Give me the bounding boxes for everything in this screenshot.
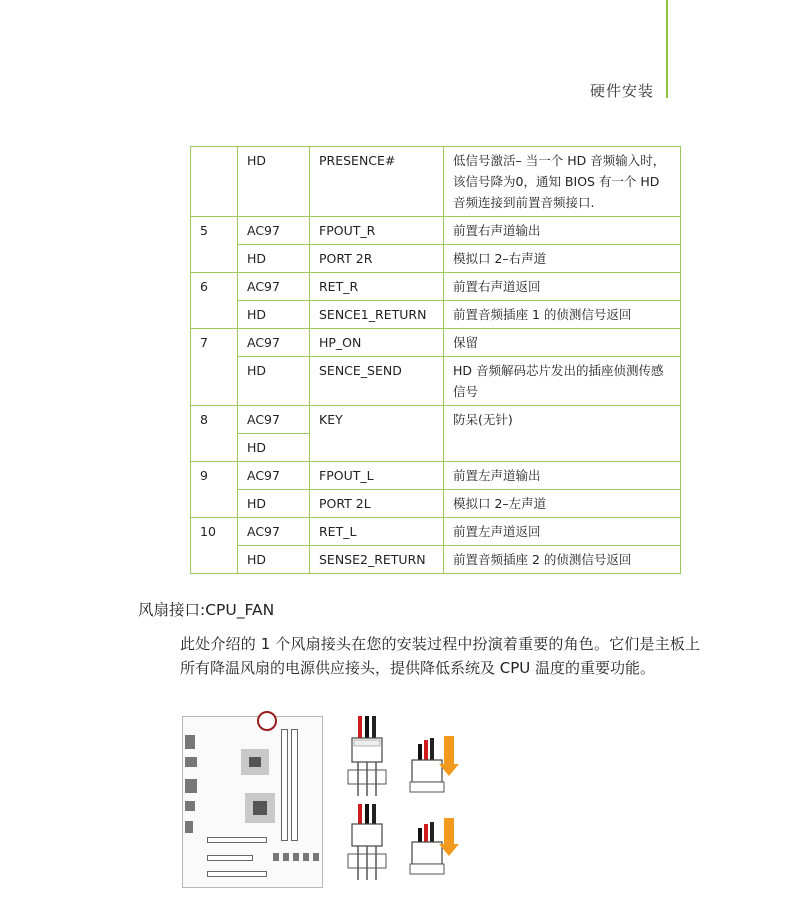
cpu-core bbox=[253, 801, 267, 815]
type-cell: HD bbox=[238, 434, 310, 462]
table-row bbox=[191, 406, 681, 434]
io-port bbox=[185, 779, 197, 793]
motherboard-diagram bbox=[182, 716, 323, 888]
table-row bbox=[191, 147, 681, 217]
table-row bbox=[191, 546, 681, 574]
signal-cell: SENCE1_RETURN bbox=[310, 301, 444, 329]
cpu-fan-location-marker bbox=[257, 711, 277, 731]
header-pin bbox=[313, 853, 319, 861]
description-cell: 模拟口 2–右声道 bbox=[444, 245, 681, 273]
type-cell: HD bbox=[238, 546, 310, 574]
memory-slot bbox=[291, 729, 298, 841]
description-cell: 模拟口 2–左声道 bbox=[444, 490, 681, 518]
type-cell: HD bbox=[238, 245, 310, 273]
signal-cell: FPOUT_L bbox=[310, 462, 444, 490]
chip-core bbox=[249, 757, 261, 767]
signal-cell: PRESENCE# bbox=[310, 147, 444, 217]
signal-cell: RET_L bbox=[310, 518, 444, 546]
table-row bbox=[191, 329, 681, 357]
type-cell: AC97 bbox=[238, 462, 310, 490]
header-pin bbox=[283, 853, 289, 861]
type-cell: AC97 bbox=[238, 329, 310, 357]
description-cell: 前置右声道输出 bbox=[444, 217, 681, 245]
section-heading: 风扇接口:CPU_FAN bbox=[138, 601, 275, 619]
pin-cell: 6 bbox=[191, 273, 238, 329]
io-port bbox=[185, 735, 195, 749]
table-row bbox=[191, 301, 681, 329]
signal-cell: RET_R bbox=[310, 273, 444, 301]
description-cell: 前置左声道输出 bbox=[444, 462, 681, 490]
section-paragraph: 此处介绍的 1 个风扇接头在您的安装过程中扮演着重要的角色。它们是主板上所有降温风扇的电源供应接头，提供降低系统及 CPU 温度的重要功能。 bbox=[180, 635, 700, 677]
header-pin bbox=[293, 853, 299, 861]
io-port bbox=[185, 821, 193, 833]
running-header: 硬件安装 bbox=[590, 82, 655, 100]
type-cell: HD bbox=[238, 147, 310, 217]
description-cell: 防呆(无针) bbox=[444, 406, 681, 462]
table-row bbox=[191, 273, 681, 301]
audio-pin-table bbox=[190, 146, 681, 574]
pin-cell: 5 bbox=[191, 217, 238, 273]
fan-connector-4pin-side bbox=[404, 814, 464, 880]
header-pin bbox=[273, 853, 279, 861]
fan-connector-3pin-side bbox=[404, 730, 464, 800]
table-row bbox=[191, 357, 681, 406]
signal-cell: KEY bbox=[310, 406, 444, 462]
signal-cell: SENSE2_RETURN bbox=[310, 546, 444, 574]
signal-cell: HP_ON bbox=[310, 329, 444, 357]
table-row bbox=[191, 217, 681, 245]
description-cell: 前置左声道返回 bbox=[444, 518, 681, 546]
pin-cell: 7 bbox=[191, 329, 238, 406]
signal-cell: FPOUT_R bbox=[310, 217, 444, 245]
pin-cell: 8 bbox=[191, 406, 238, 462]
table-row bbox=[191, 245, 681, 273]
fan-connector-4pin-top bbox=[342, 804, 392, 884]
description-cell: HD 音频解码芯片发出的插座侦测传感信号 bbox=[444, 357, 681, 406]
memory-slot bbox=[281, 729, 288, 841]
type-cell: HD bbox=[238, 490, 310, 518]
pin-cell: 9 bbox=[191, 462, 238, 518]
description-cell: 保留 bbox=[444, 329, 681, 357]
pin-cell: 10 bbox=[191, 518, 238, 574]
description-cell: 前置音频插座 2 的侦测信号返回 bbox=[444, 546, 681, 574]
type-cell: AC97 bbox=[238, 406, 310, 434]
description-cell: 前置右声道返回 bbox=[444, 273, 681, 301]
page-edge-rule bbox=[666, 0, 668, 98]
table-row bbox=[191, 518, 681, 546]
signal-cell: SENCE_SEND bbox=[310, 357, 444, 406]
description-cell: 前置音频插座 1 的侦测信号返回 bbox=[444, 301, 681, 329]
table-row bbox=[191, 490, 681, 518]
io-port bbox=[185, 801, 195, 811]
header-pin bbox=[303, 853, 309, 861]
fan-connector-3pin-top bbox=[342, 716, 392, 802]
type-cell: AC97 bbox=[238, 518, 310, 546]
expansion-slot bbox=[207, 837, 267, 843]
signal-cell: PORT 2R bbox=[310, 245, 444, 273]
pin-cell bbox=[191, 147, 238, 217]
type-cell: AC97 bbox=[238, 217, 310, 245]
description-cell: 低信号激活– 当一个 HD 音频输入时，该信号降为0，通知 BIOS 有一个 HD 音频连接到前置音频接口. bbox=[444, 147, 681, 217]
table-row bbox=[191, 462, 681, 490]
expansion-slot bbox=[207, 855, 253, 861]
type-cell: HD bbox=[238, 301, 310, 329]
expansion-slot bbox=[207, 871, 267, 877]
type-cell: AC97 bbox=[238, 273, 310, 301]
io-port bbox=[185, 757, 197, 767]
signal-cell: PORT 2L bbox=[310, 490, 444, 518]
type-cell: HD bbox=[238, 357, 310, 406]
